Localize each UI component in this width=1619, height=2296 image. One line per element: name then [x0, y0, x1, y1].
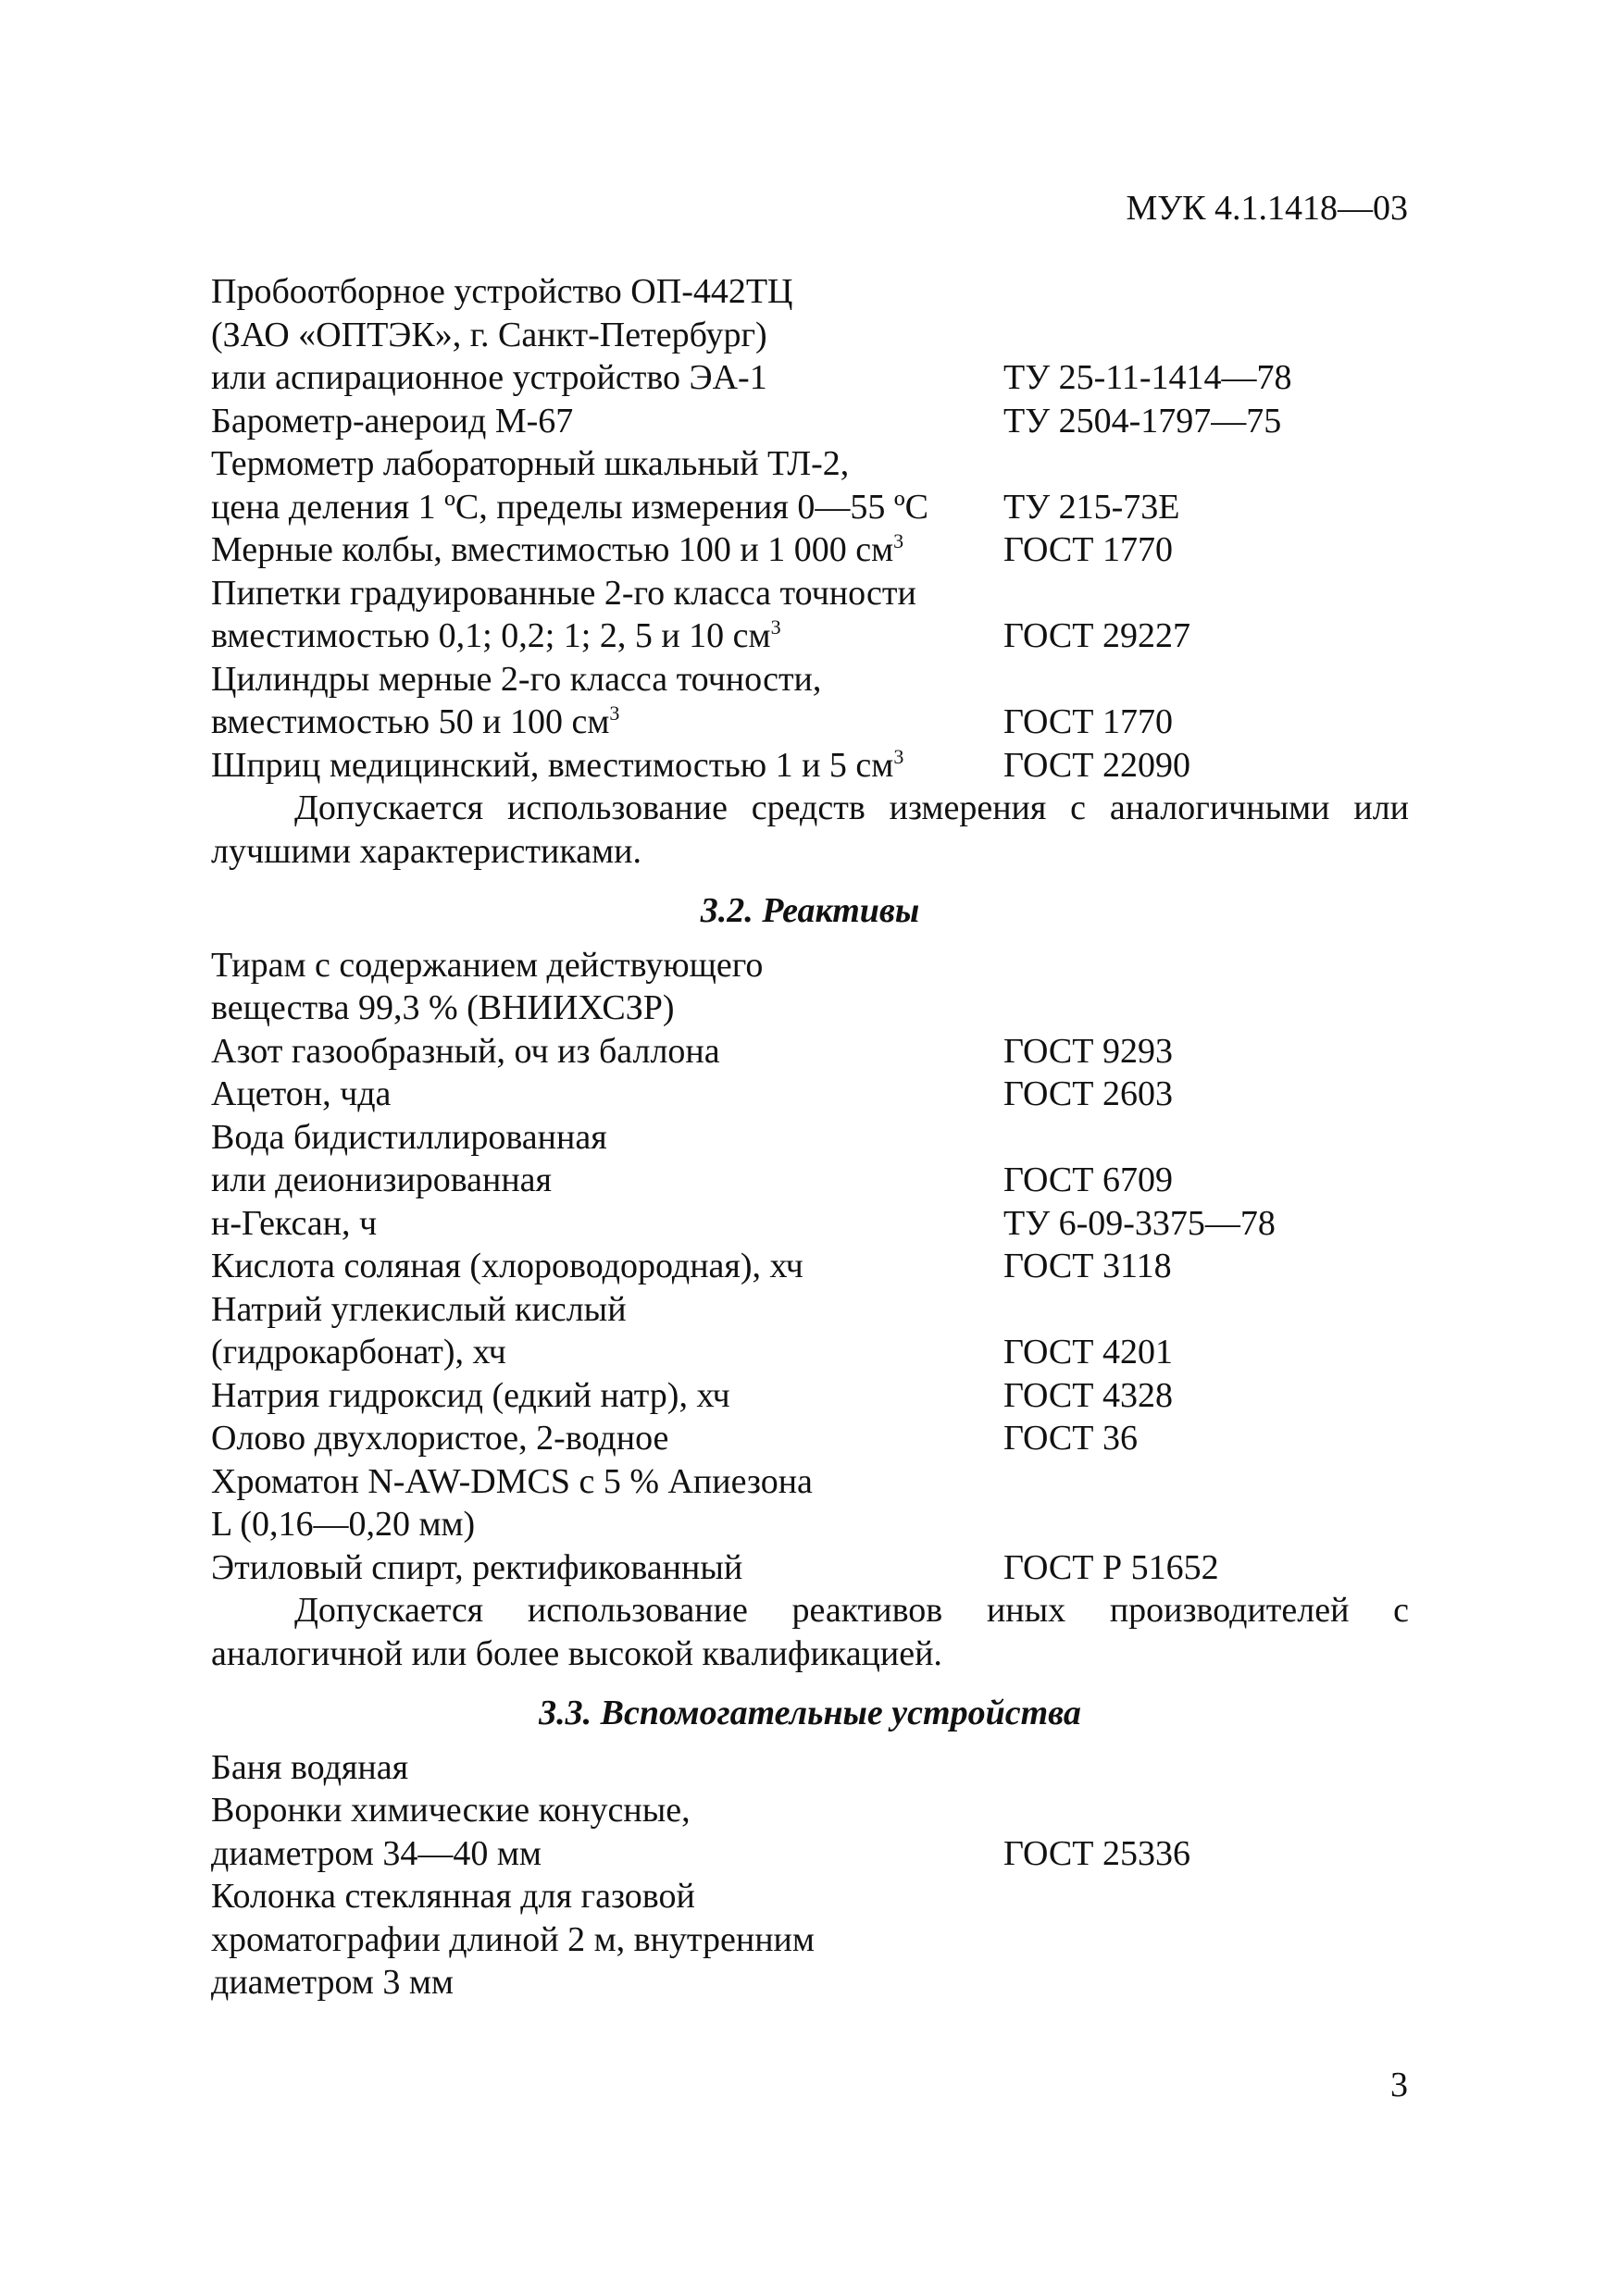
reagent-item-name: [211, 1288, 1003, 1332]
auxiliary-item-standard: [1003, 1746, 1409, 1790]
auxiliary-item-standard: [1003, 1875, 1409, 1918]
unit-superscript: 3: [770, 615, 781, 639]
equipment-item-standard: ТУ 2504-1797—75: [1003, 401, 1282, 441]
reagent-item-name: [211, 1245, 1003, 1288]
equipment-item-name: [211, 400, 1003, 443]
reagent-item-text: или деионизированная: [211, 1160, 553, 1199]
reagent-item-text: Этиловый спирт, ректификованный: [211, 1547, 743, 1587]
reagent-item-text: вещества 99,3 % (ВНИИХСЗР): [211, 988, 675, 1027]
reagent-item-standard: ГОСТ 4328: [1003, 1375, 1173, 1415]
reagent-item: [211, 1073, 1409, 1116]
reagent-item-name: [211, 1546, 1003, 1590]
auxiliary-devices-list: [211, 1746, 1409, 2004]
reagent-item-name: [211, 1460, 1003, 1504]
unit-superscript: 3: [893, 529, 904, 552]
equipment-item-standard: ГОСТ 1770: [1003, 702, 1173, 741]
auxiliary-item: [211, 1832, 1409, 1876]
reagent-item: [211, 1202, 1409, 1246]
reagent-item-name: [211, 1374, 1003, 1418]
auxiliary-item-standard: [1003, 1918, 1409, 1962]
reagent-item: [211, 1460, 1409, 1504]
auxiliary-item-name: [211, 1789, 1003, 1832]
reagent-item-name: [211, 1030, 1003, 1074]
reagent-item: [211, 1159, 1409, 1202]
reagent-item-standard: [1003, 1288, 1409, 1332]
auxiliary-item-name: [211, 1832, 1003, 1876]
equipment-item-standard: ГОСТ 29227: [1003, 616, 1190, 655]
auxiliary-item-name: [211, 1875, 1003, 1918]
reagent-item: [211, 1331, 1409, 1374]
page-content: [211, 270, 1409, 2004]
equipment-item-standard: [1003, 658, 1409, 701]
equipment-item-text: Пробоотборное устройство ОП-442ТЦ: [211, 272, 793, 311]
reagent-item-text: Азот газообразный, оч из баллона: [211, 1031, 720, 1071]
reagent-item: [211, 944, 1409, 987]
equipment-item: [211, 572, 1409, 615]
reagent-item-name: [211, 1116, 1003, 1160]
reagent-item: [211, 1417, 1409, 1460]
equipment-item-name: [211, 356, 1003, 400]
reagents-note: Допускается использование реактивов иных производителей с аналогичной или более высокой квалификацией.: [211, 1591, 1409, 1673]
auxiliary-item-text: Воронки химические конусные,: [211, 1791, 691, 1830]
reagent-item-standard: [1003, 1460, 1409, 1504]
reagent-item-name: [211, 1503, 1003, 1546]
reagent-item-text: Кислота соляная (хлороводородная), хч: [211, 1247, 803, 1285]
equipment-item-text: вместимостью 50 и 100 см: [211, 702, 610, 741]
reagent-item: [211, 987, 1409, 1030]
equipment-item: [211, 270, 1409, 314]
equipment-item-name: [211, 614, 1003, 658]
reagent-item: [211, 1288, 1409, 1332]
reagent-item: [211, 1245, 1409, 1288]
equipment-item-name: [211, 270, 1003, 314]
reagent-item: [211, 1030, 1409, 1074]
reagent-item: [211, 1116, 1409, 1160]
reagent-item: [211, 1503, 1409, 1546]
section-heading-auxiliary: 3.3. Вспомогательные устройства: [539, 1694, 1081, 1732]
equipment-item-standard: ГОСТ 22090: [1003, 745, 1190, 785]
equipment-item: [211, 701, 1409, 744]
reagent-item-standard: [1003, 944, 1409, 987]
equipment-item-text: Цилиндры мерные 2-го класса точности,: [211, 659, 822, 699]
reagent-item-standard: [1003, 1116, 1409, 1160]
document-code-header: МУК 4.1.1418—03: [1126, 189, 1408, 228]
reagent-item-name: [211, 1202, 1003, 1246]
equipment-item-standard: ТУ 25-11-1414—78: [1003, 358, 1292, 397]
equipment-item-text: Барометр-анероид М-67: [211, 401, 574, 441]
equipment-item: [211, 528, 1409, 572]
auxiliary-item-standard: ГОСТ 25336: [1003, 1833, 1190, 1873]
reagent-item-text: н-Гексан, ч: [211, 1203, 378, 1243]
equipment-item-name: [211, 528, 1003, 572]
equipment-item-standard: [1003, 442, 1409, 486]
equipment-item-text: Мерные колбы, вместимостью 100 и 1 000 см: [211, 530, 894, 569]
equipment-item: [211, 442, 1409, 486]
equipment-item-name: [211, 658, 1003, 701]
reagent-item-standard: ГОСТ Р 51652: [1003, 1547, 1219, 1587]
equipment-item-text: (ЗАО «ОПТЭК», г. Санкт-Петербург): [211, 315, 767, 354]
auxiliary-item: [211, 1746, 1409, 1790]
auxiliary-item-standard: [1003, 1961, 1409, 2004]
equipment-item-standard: ГОСТ 1770: [1003, 530, 1173, 569]
page-number: 3: [1390, 2066, 1408, 2104]
reagent-item: [211, 1374, 1409, 1418]
equipment-item-name: [211, 744, 1003, 788]
reagent-item-standard: ГОСТ 6709: [1003, 1160, 1173, 1199]
reagent-item-text: Натрия гидроксид (едкий натр), хч: [211, 1375, 730, 1415]
equipment-item-text: Шприц медицинский, вместимостью 1 и 5 см: [211, 745, 894, 785]
reagent-item-text: Ацетон, чда: [211, 1074, 392, 1113]
equipment-note: Допускается использование средств измерения с аналогичными или лучшими характеристиками.: [211, 788, 1409, 871]
equipment-item: [211, 614, 1409, 658]
auxiliary-item-name: [211, 1918, 1003, 1962]
auxiliary-item-text: Баня водяная: [211, 1747, 409, 1787]
auxiliary-item-name: [211, 1961, 1003, 2004]
section-heading-reagents: 3.2. Реактивы: [700, 891, 920, 930]
reagent-item-text: L (0,16—0,20 мм): [211, 1505, 476, 1544]
equipment-item-name: [211, 701, 1003, 744]
auxiliary-item: [211, 1875, 1409, 1918]
reagent-item-standard: ТУ 6-09-3375—78: [1003, 1203, 1276, 1243]
reagent-item-standard: [1003, 1503, 1409, 1546]
equipment-item-standard: ТУ 215-73Е: [1003, 487, 1180, 527]
equipment-item-name: [211, 314, 1003, 357]
equipment-item: [211, 314, 1409, 357]
reagent-item-standard: ГОСТ 36: [1003, 1419, 1138, 1458]
reagent-item-standard: ГОСТ 4201: [1003, 1333, 1173, 1371]
reagent-item-text: Хроматон N-AW-DMCS с 5 % Апиезона: [211, 1461, 813, 1501]
equipment-item: [211, 486, 1409, 529]
auxiliary-item: [211, 1789, 1409, 1832]
auxiliary-item-text: хроматографии длиной 2 м, внутренним: [211, 1919, 815, 1959]
equipment-item: [211, 658, 1409, 701]
equipment-item-name: [211, 486, 1003, 529]
reagent-item-name: [211, 987, 1003, 1030]
equipment-item-name: [211, 442, 1003, 486]
auxiliary-item: [211, 1918, 1409, 1962]
auxiliary-item-standard: [1003, 1789, 1409, 1832]
equipment-list: [211, 270, 1409, 787]
unit-superscript: 3: [609, 701, 620, 725]
equipment-item-text: вместимостью 0,1; 0,2; 1; 2, 5 и 10 см: [211, 616, 771, 655]
reagent-item-name: [211, 1331, 1003, 1374]
equipment-item-standard: [1003, 572, 1409, 615]
reagent-item-text: (гидрокарбонат), хч: [211, 1333, 506, 1371]
auxiliary-item-name: [211, 1746, 1003, 1790]
auxiliary-item-text: диаметром 3 мм: [211, 1963, 454, 2002]
reagent-item-text: Олово двухлористое, 2-водное: [211, 1419, 669, 1458]
equipment-item: [211, 400, 1409, 443]
reagent-item-name: [211, 944, 1003, 987]
reagent-item-name: [211, 1073, 1003, 1116]
reagent-item-text: Тирам с содержанием действующего: [211, 945, 764, 985]
equipment-item-standard: [1003, 314, 1409, 357]
equipment-item-name: [211, 572, 1003, 615]
reagent-item-standard: [1003, 987, 1409, 1030]
reagent-item-name: [211, 1159, 1003, 1202]
equipment-item-standard: [1003, 270, 1409, 314]
equipment-item-text: Пипетки градуированные 2-го класса точности: [211, 573, 916, 613]
reagent-item-standard: ГОСТ 9293: [1003, 1031, 1173, 1071]
reagent-item-name: [211, 1417, 1003, 1460]
reagents-list: [211, 944, 1409, 1590]
reagent-item-text: Натрий углекислый кислый: [211, 1289, 627, 1329]
equipment-item-text: или аспирационное устройство ЭА-1: [211, 358, 767, 397]
auxiliary-item: [211, 1961, 1409, 2004]
equipment-item: [211, 744, 1409, 788]
reagent-item-standard: ГОСТ 3118: [1003, 1247, 1172, 1285]
equipment-item-text: Термометр лабораторный шкальный ТЛ-2,: [211, 444, 850, 483]
auxiliary-item-text: диаметром 34—40 мм: [211, 1833, 542, 1873]
equipment-item-text: цена деления 1 ºС, пределы измерения 0—55 ºС: [211, 487, 928, 527]
reagent-item: [211, 1546, 1409, 1590]
auxiliary-item-text: Колонка стеклянная для газовой: [211, 1877, 695, 1916]
reagent-item-standard: ГОСТ 2603: [1003, 1074, 1173, 1113]
equipment-item: [211, 356, 1409, 400]
reagent-item-text: Вода бидистиллированная: [211, 1117, 607, 1157]
unit-superscript: 3: [893, 744, 904, 768]
